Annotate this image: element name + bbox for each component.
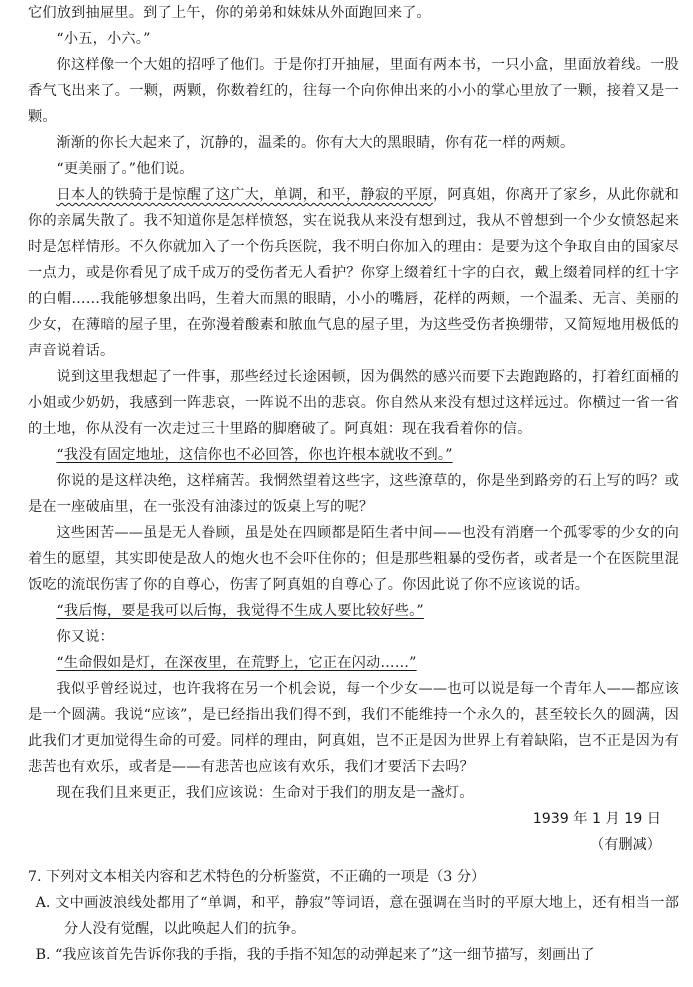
you-said: 你又说： [56, 629, 114, 645]
signature-date: 1939 年 1 月 19 日 [532, 811, 661, 827]
wavy-underlined-text: 日本人的铁骑于是惊醒了这广大，单调，和平，静寂的平原 [56, 187, 433, 203]
question-option-a: A. 文中画波浪线处都用了“单调，和平，静寂”等词语，意在强调在当时的平原大地上，还有相当一部分人没有觉醒，以此唤起人们的抗争。 [35, 895, 679, 937]
quote-2 [28, 598, 679, 624]
paragraph-1: 它们放到抽屉里。到了上午，你的弟弟和妹妹从外面跑回来了。 [28, 5, 431, 21]
quote-1-text: “我没有固定地址，这信你也不必回答，你也许根本就收不到。” [56, 447, 453, 463]
paragraph-9: 我似乎曾经说过，也许我将在另一个机会说，每一个少女——也可以说是每一个青年人——都应该是一个圆满。我说“应该”，是已经指出我们得不到，我们不能维持一个永久的，甚至较长久的圆满，因此我们才更加觉得生命的可爱。同样的理由，阿真姐，岂不正是因为世界上有着缺陷，岂不正是因为有悲苦也有欢乐，或者是——有悲苦也应该有欢乐，我们才要活下去吗？ [28, 681, 679, 775]
question-stem: 7. 下列对文本相关内容和艺术特色的分析鉴赏，不正确的一项是（3 分） [28, 869, 486, 885]
paragraph-7: 你说的是这样决绝，这样痛苦。我惘然望着这些字，这些潦草的，你是坐到路旁的石上写的吗？或是在一座破庙里，在一张没有油漆过的饭桌上写的呢？ [28, 473, 679, 515]
signature-note: （有删减） [590, 837, 661, 853]
paragraph-8: 这些困苦——虽是无人眷顾，虽是处在四顾都是陌生者中间——也没有消磨一个孤零零的少女的向着生的愿望，其实即使是敌人的炮火也不会吓住你的；但是那些粗暴的受伤者，或者是一个在医院里混饭吃的流氓伤害了你的自尊心，伤害了阿真姐的自尊心了。你因此说了你不应该说的话。 [28, 525, 679, 593]
question-option-b: B. “我应该首先告诉你我的手指，我的手指不知怎的动弹起来了”这一细节描写，刻画出了 [35, 947, 595, 963]
quote-1 [28, 442, 679, 468]
quote-2-text: “我后悔，要是我可以后悔，我觉得不生成人要比较好些。” [56, 603, 424, 619]
quote-3-text: “生命假如是灯，在深夜里，在荒野上，它正在闪动……” [56, 655, 417, 671]
wavy-paragraph-rest: ，阿真姐，你离开了家乡，从此你就和你的亲属失散了。我不知道你是怎样愤怒，实在说我从来没有想到过，我从不曾想到一个少女愤怒起来时是怎样情形。不久你就加入了一个伤兵医院，我不明白你加入的理由：是要为这个争取自由的国家尽一点力，或是你看见了成千成万的受伤者无人看护？你穿上缀着红十字的白衣，戴上缀着同样的红十字的白帽……我能够想象出吗，生着大而黑的眼睛，小小的嘴唇，花样的两颊，一个温柔、无言、美丽的少女，在薄暗的屋子里，在弥漫着酸素和脓血气息的屋子里，为这些受伤者换绷带，又简短地用极低的声音说着话。 [28, 187, 679, 359]
paragraph-6: 说到这里我想起了一件事，那些经过长途困顿，因为偶然的感兴而要下去跑跑路的，打着红面桶的小姐或少奶奶，我感到一阵悲哀，一阵说不出的悲哀。你自然从来没有想过这样远过。你横过一省一省的土地，你从没有一次走过三十里路的脚磨破了。阿真姐：现在我看着你的信。 [28, 369, 679, 437]
paragraph-3: 你这样像一个大姐的招呼了他们。于是你打开抽屉，里面有两本书，一只小盒，里面放着线。一股香气飞出来了。一颗，两颗，你数着红的，往每一个向你伸出来的小小的掌心里放了一颗，接着又是一颗。 [28, 57, 679, 125]
paragraph-4: 渐渐的你长大起来了，沉静的，温柔的。你有大大的黑眼睛，你有花一样的两颊。 [56, 135, 575, 151]
quote-3 [28, 650, 679, 676]
wavy-paragraph [28, 182, 679, 364]
paragraph-10: 现在我们且来更正，我们应该说：生命对于我们的朋友是一盏灯。 [56, 785, 474, 801]
paragraph-5: “更美丽了。”他们说。 [56, 161, 194, 177]
paragraph-2: “小五，小六。” [56, 31, 151, 47]
